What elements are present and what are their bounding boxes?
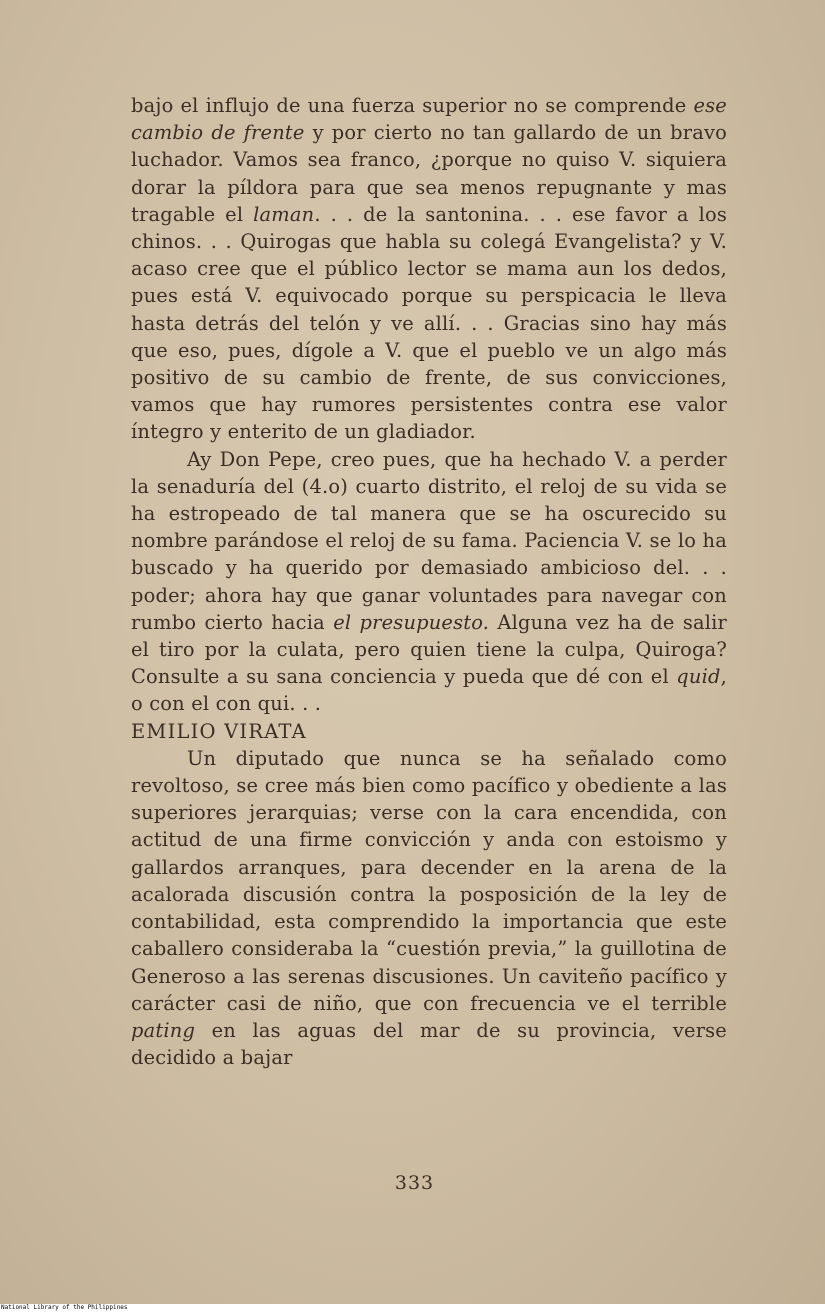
italic-run: pating xyxy=(131,1018,196,1042)
body-text xyxy=(131,92,727,1071)
text-run: en las aguas del mar de su provincia, verse decidido a bajar xyxy=(131,1018,727,1070)
footer-credit: National Library of the Philippines xyxy=(1,1304,128,1311)
text-run: Un diputado que nunca se ha señalado como revoltoso, se cree más bien como pacífico y obediente a las superiores jerarquias; verse con la cara encendida, con actitud de una firme convicción y anda con estoismo y gallardos arranques, para decender en la arena de la acalorada discusión contra la posposición de la ley de contabilidad, esta comprendido la importancia que este caballero consideraba la “cuestión previa,” la guillotina de Generoso a las serenas discusiones. Un caviteño pacífico y carácter casi de niño, que con frecuencia ve el terrible xyxy=(131,746,727,1015)
text-run: , o con el con qui. . . xyxy=(131,665,727,716)
italic-run: laman xyxy=(253,202,315,226)
paragraph-don-pepe xyxy=(131,446,727,718)
italic-run: ese cambio de frente xyxy=(131,94,727,145)
text-run: Alguna vez ha de salir el tiro por la culata, pero quien tiene la culpa, Quiroga? Consulte a su sana conciencia y pueda que dé con el xyxy=(131,610,728,689)
section-heading: EMILIO VIRATA xyxy=(131,719,307,743)
text-run: bajo el influjo de una fuerza superior no se comprende xyxy=(131,94,694,117)
text-run: . . . de la santonina. . . ese favor a los chinos. . . Quirogas que habla su colegá Evangelista? y V. acaso cree que el público lector se mama aun los dedos, pues está V. equivocado porque su perspicacia le lleva hasta detrás del telón y ve allí. . . Gracias sino hay más que eso, pues, dígole a V. que el pueblo ve un algo más positivo de su cambio de frente, de sus convicciones, vamos que hay rumores persistentes contra ese valor íntegro y enterito de un gladiador. xyxy=(131,202,728,444)
paragraph-continuation xyxy=(131,92,727,446)
text-run: y por cierto no tan gallardo de un bravo luchador. Vamos sea franco, ¿porque no quiso V. siquiera dorar la píldora para que sea menos repugnante y mas tragable el xyxy=(131,121,727,226)
italic-run: quid xyxy=(676,665,721,689)
paragraph-emilio-virata xyxy=(131,745,727,1071)
page-number: 333 xyxy=(394,1172,435,1194)
text-run: Ay Don Pepe, creo pues, que ha hechado V. a perder la senaduría del (4.o) cuarto distrito, el reloj de su vida se ha estropeado de tal manera que se ha oscurecido su nombre parándose el reloj de su fama. Paciencia V. se lo ha buscado y ha querido por demasiado ambicioso del. . . poder; ahora hay que ganar voluntades para navegar con rumbo cierto hacia xyxy=(131,447,727,634)
italic-run: el presupuesto. xyxy=(333,610,490,634)
